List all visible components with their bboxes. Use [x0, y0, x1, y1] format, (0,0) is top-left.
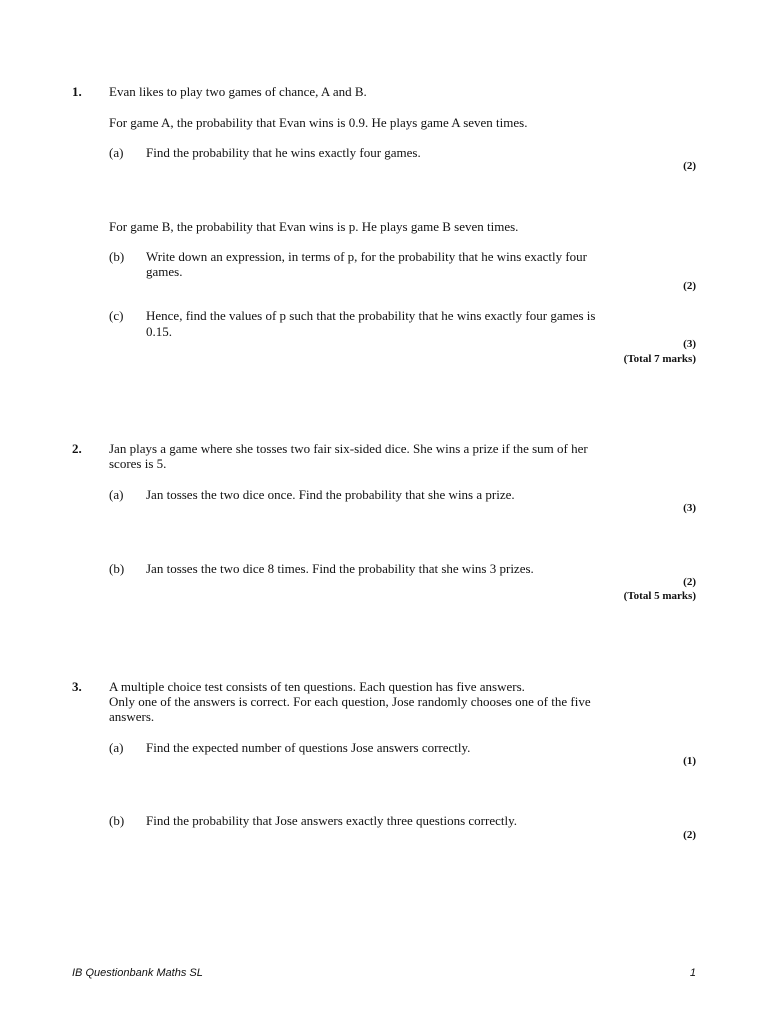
question-1c-text-line-1: Hence, find the values of p such that the probability that he wins exactly four games is [146, 308, 596, 323]
question-1b-marks: (2) [683, 280, 696, 292]
question-3b-marks: (2) [683, 829, 696, 841]
question-1-total-marks: (Total 7 marks) [623, 353, 696, 365]
question-1-intro: Evan likes to play two games of chance, A and B. [109, 84, 367, 99]
question-3a-marks: (1) [683, 755, 696, 767]
question-1-game-b-text: For game B, the probability that Evan wins is p. He plays game B seven times. [109, 219, 519, 234]
question-2a-label: (a) [109, 487, 124, 502]
question-1a-text: Find the probability that he wins exactly four games. [146, 145, 421, 160]
question-2a-marks: (3) [683, 502, 696, 514]
footer-page-number: 1 [689, 967, 696, 979]
question-3-text-line-3: answers. [109, 709, 155, 724]
question-3b-text: Find the probability that Jose answers exactly three questions correctly. [146, 813, 518, 828]
question-3b-label: (b) [109, 813, 125, 828]
question-1c-text-line-2: 0.15. [146, 324, 172, 339]
question-1b-text-line-1: Write down an expression, in terms of p, for the probability that he wins exactly four [146, 249, 588, 264]
question-2-number: 2. [72, 441, 82, 456]
question-2a-text: Jan tosses the two dice once. Find the probability that she wins a prize. [146, 487, 515, 502]
question-2b-marks: (2) [683, 576, 696, 588]
question-1-number: 1. [72, 84, 82, 99]
question-2-text-line-1: Jan plays a game where she tosses two fair six-sided dice. She wins a prize if the sum of her [109, 441, 588, 456]
question-1c-marks: (3) [683, 338, 696, 350]
question-1a-label: (a) [109, 145, 124, 160]
question-1-game-a-text: For game A, the probability that Evan wins is 0.9. He plays game A seven times. [109, 115, 528, 130]
question-2b-text: Jan tosses the two dice 8 times. Find the probability that she wins 3 prizes. [146, 561, 534, 576]
question-3a-text: Find the expected number of questions Jose answers correctly. [146, 740, 471, 755]
question-3-text-line-1: A multiple choice test consists of ten questions. Each question has five answers. [109, 679, 525, 694]
question-2b-label: (b) [109, 561, 125, 576]
question-2-total-marks: (Total 5 marks) [623, 590, 696, 602]
question-3-text-line-2: Only one of the answers is correct. For each question, Jose randomly chooses one of the five [109, 694, 591, 709]
question-3-number: 3. [72, 679, 82, 694]
question-2-text-line-2: scores is 5. [109, 456, 167, 471]
question-3a-label: (a) [109, 740, 124, 755]
question-1c-label: (c) [109, 308, 124, 323]
footer-source-text: IB Questionbank Maths SL [72, 967, 203, 979]
question-1b-text-line-2: games. [146, 264, 183, 279]
question-1a-marks: (2) [683, 160, 696, 172]
question-1b-label: (b) [109, 249, 125, 264]
